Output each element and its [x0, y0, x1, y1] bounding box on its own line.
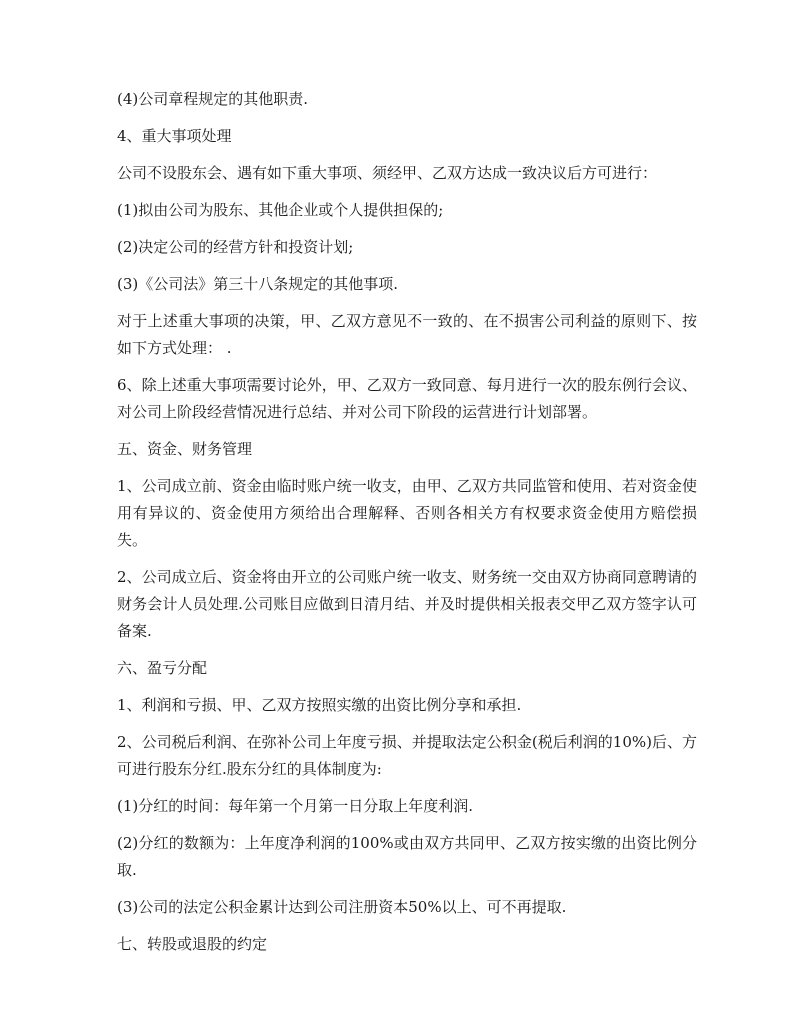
clause-item: (2)决定公司的经营方针和投资计划;	[117, 238, 354, 256]
document-body	[117, 86, 697, 968]
paragraph: 1、公司成立前、资金由临时账户统一收支，由甲、乙双方共同监管和使用、若对资金使用有异议的、资金使用方须给出合理解释、否则各相关方有权要求资金使用方赔偿损失。	[117, 477, 697, 549]
paragraph: 公司不设股东会、遇有如下重大事项、须经甲、乙双方达成一致决议后方可进行：	[117, 164, 658, 182]
clause-item: (3)《公司法》第三十八条规定的其他事项.	[117, 275, 399, 293]
paragraph: 1、利润和亏损、甲、乙双方按照实缴的出资比例分享和承担.	[117, 696, 522, 714]
clause-item: (4)公司章程规定的其他职责.	[117, 90, 309, 108]
section-heading: 六、盈亏分配	[117, 659, 208, 677]
section-heading: 五、资金、财务管理	[117, 440, 253, 458]
paragraph: 对于上述重大事项的决策，甲、乙双方意见不一致的、在不损害公司利益的原则下、按如下方式处理： .	[117, 312, 697, 357]
section-heading: 七、转股或退股的约定	[117, 935, 268, 953]
clause-item: (1)分红的时间：每年第一个月第一日分取上年度利润.	[117, 797, 474, 815]
paragraph: 2、公司成立后、资金将由开立的公司账户统一收支、财务统一交由双方协商同意聘请的财务会计人员处理.公司账目应做到日清月结、并及时提供相关报表交甲乙双方签字认可备案.	[117, 568, 697, 640]
section-heading: 4、重大事项处理	[117, 127, 232, 145]
clause-item: (2)分红的数额为：上年度净利润的100%或由双方共同甲、乙双方按实缴的出资比例分取.	[117, 834, 697, 879]
paragraph: 2、公司税后利润、在弥补公司上年度亏损、并提取法定公积金(税后利润的10%)后、方可进行股东分红.股东分红的具体制度为:	[117, 733, 697, 778]
clause-item: (1)拟由公司为股东、其他企业或个人提供担保的;	[117, 201, 444, 219]
paragraph: 6、除上述重大事项需要讨论外，甲、乙双方一致同意、每月进行一次的股东例行会议、对公司上阶段经营情况进行总结、并对公司下阶段的运营进行计划部署。	[117, 376, 697, 421]
clause-item: (3)公司的法定公积金累计达到公司注册资本50%以上、可不再提取.	[117, 898, 567, 916]
